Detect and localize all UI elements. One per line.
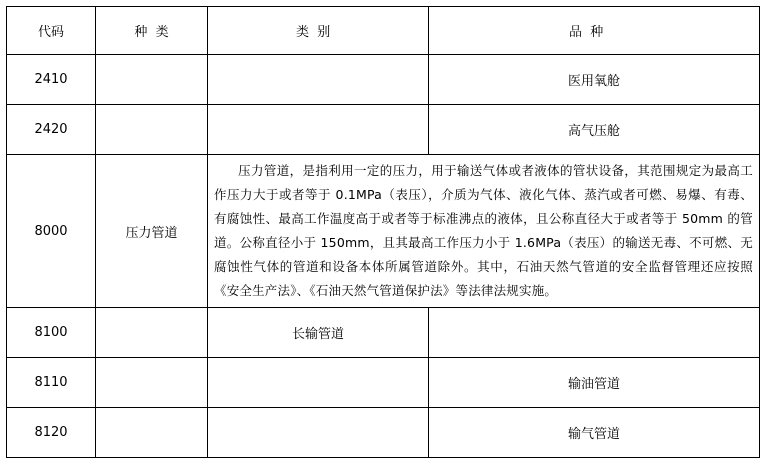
variety-cell: [429, 308, 760, 358]
category-cell: [208, 55, 429, 105]
kind-cell: [96, 55, 208, 105]
variety-cell: 医用氧舱: [429, 55, 760, 105]
variety-cell: 输油管道: [429, 358, 760, 408]
code-cell: 2420: [7, 105, 96, 155]
table-row: [7, 358, 760, 408]
header-category: 类 别: [208, 7, 429, 55]
description-text: 压力管道，是指利用一定的压力，用于输送气体或者液体的管状设备，其范围规定为最高工作压力大于或者等于 0.1MPa（表压），介质为气体、液化气体、蒸汽或者可燃、易爆、有毒、有腐蚀性、最高工作温度高于或者等于标准沸点的液体，且公称直径大于或者等于 50mm 的管道。公称直径小于 150mm，且其最高工作压力小于 1.6MPa（表压）的输送无毒、不可燃、无腐蚀性气体的管道和设备本体所属管道除外。其中，石油天然气管道的安全监督管理还应按照《安全生产法》、《石油天然气管道保护法》等法律法规实施。: [214, 163, 753, 298]
category-cell: [208, 358, 429, 408]
category-cell: [208, 105, 429, 155]
category-cell: 长输管道: [208, 308, 429, 358]
kind-cell: [96, 408, 208, 458]
table-row: [7, 308, 760, 358]
kind-cell: 压力管道: [96, 155, 208, 308]
table-row: [7, 155, 760, 308]
table-row: [7, 105, 760, 155]
table-row: [7, 55, 760, 105]
header-kind: 种 类: [96, 7, 208, 55]
pressure-equipment-table: [6, 6, 760, 458]
header-row: [7, 7, 760, 55]
code-cell: 2410: [7, 55, 96, 105]
category-cell: [208, 408, 429, 458]
code-cell: 8120: [7, 408, 96, 458]
code-cell: 8110: [7, 358, 96, 408]
kind-cell: [96, 308, 208, 358]
kind-cell: [96, 358, 208, 408]
variety-cell: 输气管道: [429, 408, 760, 458]
code-cell: 8100: [7, 308, 96, 358]
header-variety: 品 种: [429, 7, 760, 55]
description-cell: [208, 155, 760, 308]
header-code: 代码: [7, 7, 96, 55]
table-row: [7, 408, 760, 458]
variety-cell: 高气压舱: [429, 105, 760, 155]
code-cell: 8000: [7, 155, 96, 308]
kind-cell: [96, 105, 208, 155]
